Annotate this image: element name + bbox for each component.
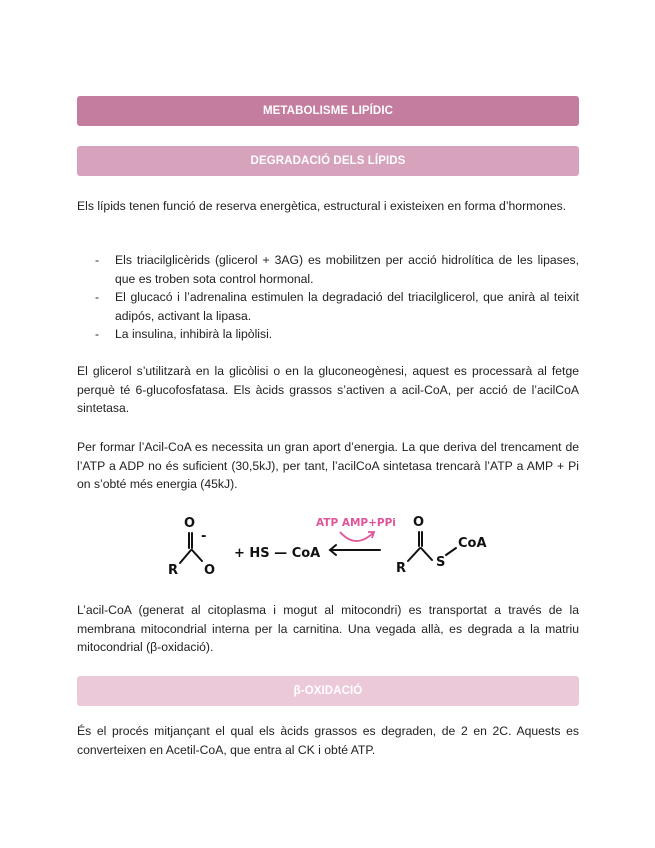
bond-line (180, 550, 191, 563)
beta-oxidation-paragraph: És el procés mitjançant el qual els àcids grassos es degraden, de 2 en 2C. Aquests es converteixen en Acetil-CoA, que entra al CK i obté ATP. (77, 724, 579, 757)
oxygen-atom-label: O (184, 516, 196, 531)
oxygen-atom-label: O (413, 515, 425, 530)
section-heading-degradacio: DEGRADACIÓ DELS LÍPIDS (77, 146, 579, 176)
intro-paragraph: Els lípids tenen funció de reserva energètica, estructural i existeixen en forma d’hormones. (77, 199, 567, 213)
r-group-label: R (396, 561, 407, 576)
acyl-coa-reaction-diagram (160, 510, 500, 588)
cofactor-arc (340, 532, 374, 541)
bullet-list (77, 251, 579, 344)
coa-product-label: CoA (458, 536, 487, 551)
bullet-item: - El glucacó i l’adrenalina estimulen la degradació del triacilglicerol, que anirà al teixit adipós, activant la lipasa. (95, 290, 579, 323)
carnitine-paragraph: L’acil-CoA (generat al citoplasma i mogut al mitocondri) es transportat a través de la membrana mitocondrial interna per la carnitina. Una vegada allà, es degrada a la matriu mitocondrial (β-oxidació). (77, 603, 579, 654)
acilcoa-energy-paragraph: Per formar l’Acil-CoA es necessita un gran aport d’energia. La que deriva del trencament de l’ATP a ADP no és suficient (30,5kJ), per tant, l’acilCoA sintetasa trencarà l’ATP a AMP + Pi on s’obté més energia (45kJ). (77, 440, 579, 491)
bond-line (408, 548, 420, 561)
bullet-item: - La insulina, inhibirà la lipòlisi. (95, 327, 273, 341)
cofactor-label: ATP AMP+PPi (316, 517, 396, 529)
coenzyme-a-reactant: + HS — CoA (234, 546, 321, 561)
title-banner: METABOLISME LIPÍDIC (77, 96, 579, 126)
bond-line (446, 548, 456, 555)
section-heading-beta-oxidacio: β-OXIDACIÓ (77, 676, 579, 706)
r-group-label: R (168, 563, 179, 578)
bond-line (421, 548, 432, 560)
charge-label: - (201, 529, 207, 544)
glicerol-paragraph: El glicerol s’utilitzarà en la glicòlisi o en la gluconeogènesi, aquest es processarà al fetge perquè té 6-glucofosfatasa. Els àcids grassos s’activen a acil-CoA, per acció de l’acilCoA sintetasa. (77, 364, 579, 415)
oxygen-atom-label: O (204, 563, 216, 578)
bond-line (192, 550, 202, 561)
bullet-item: - Els triacilglicèrids (glicerol + 3AG) es mobilitzen per acció hidrolítica de les lipases, que es troben sota control hormonal. (95, 253, 579, 286)
sulfur-atom-label: S (436, 555, 446, 570)
